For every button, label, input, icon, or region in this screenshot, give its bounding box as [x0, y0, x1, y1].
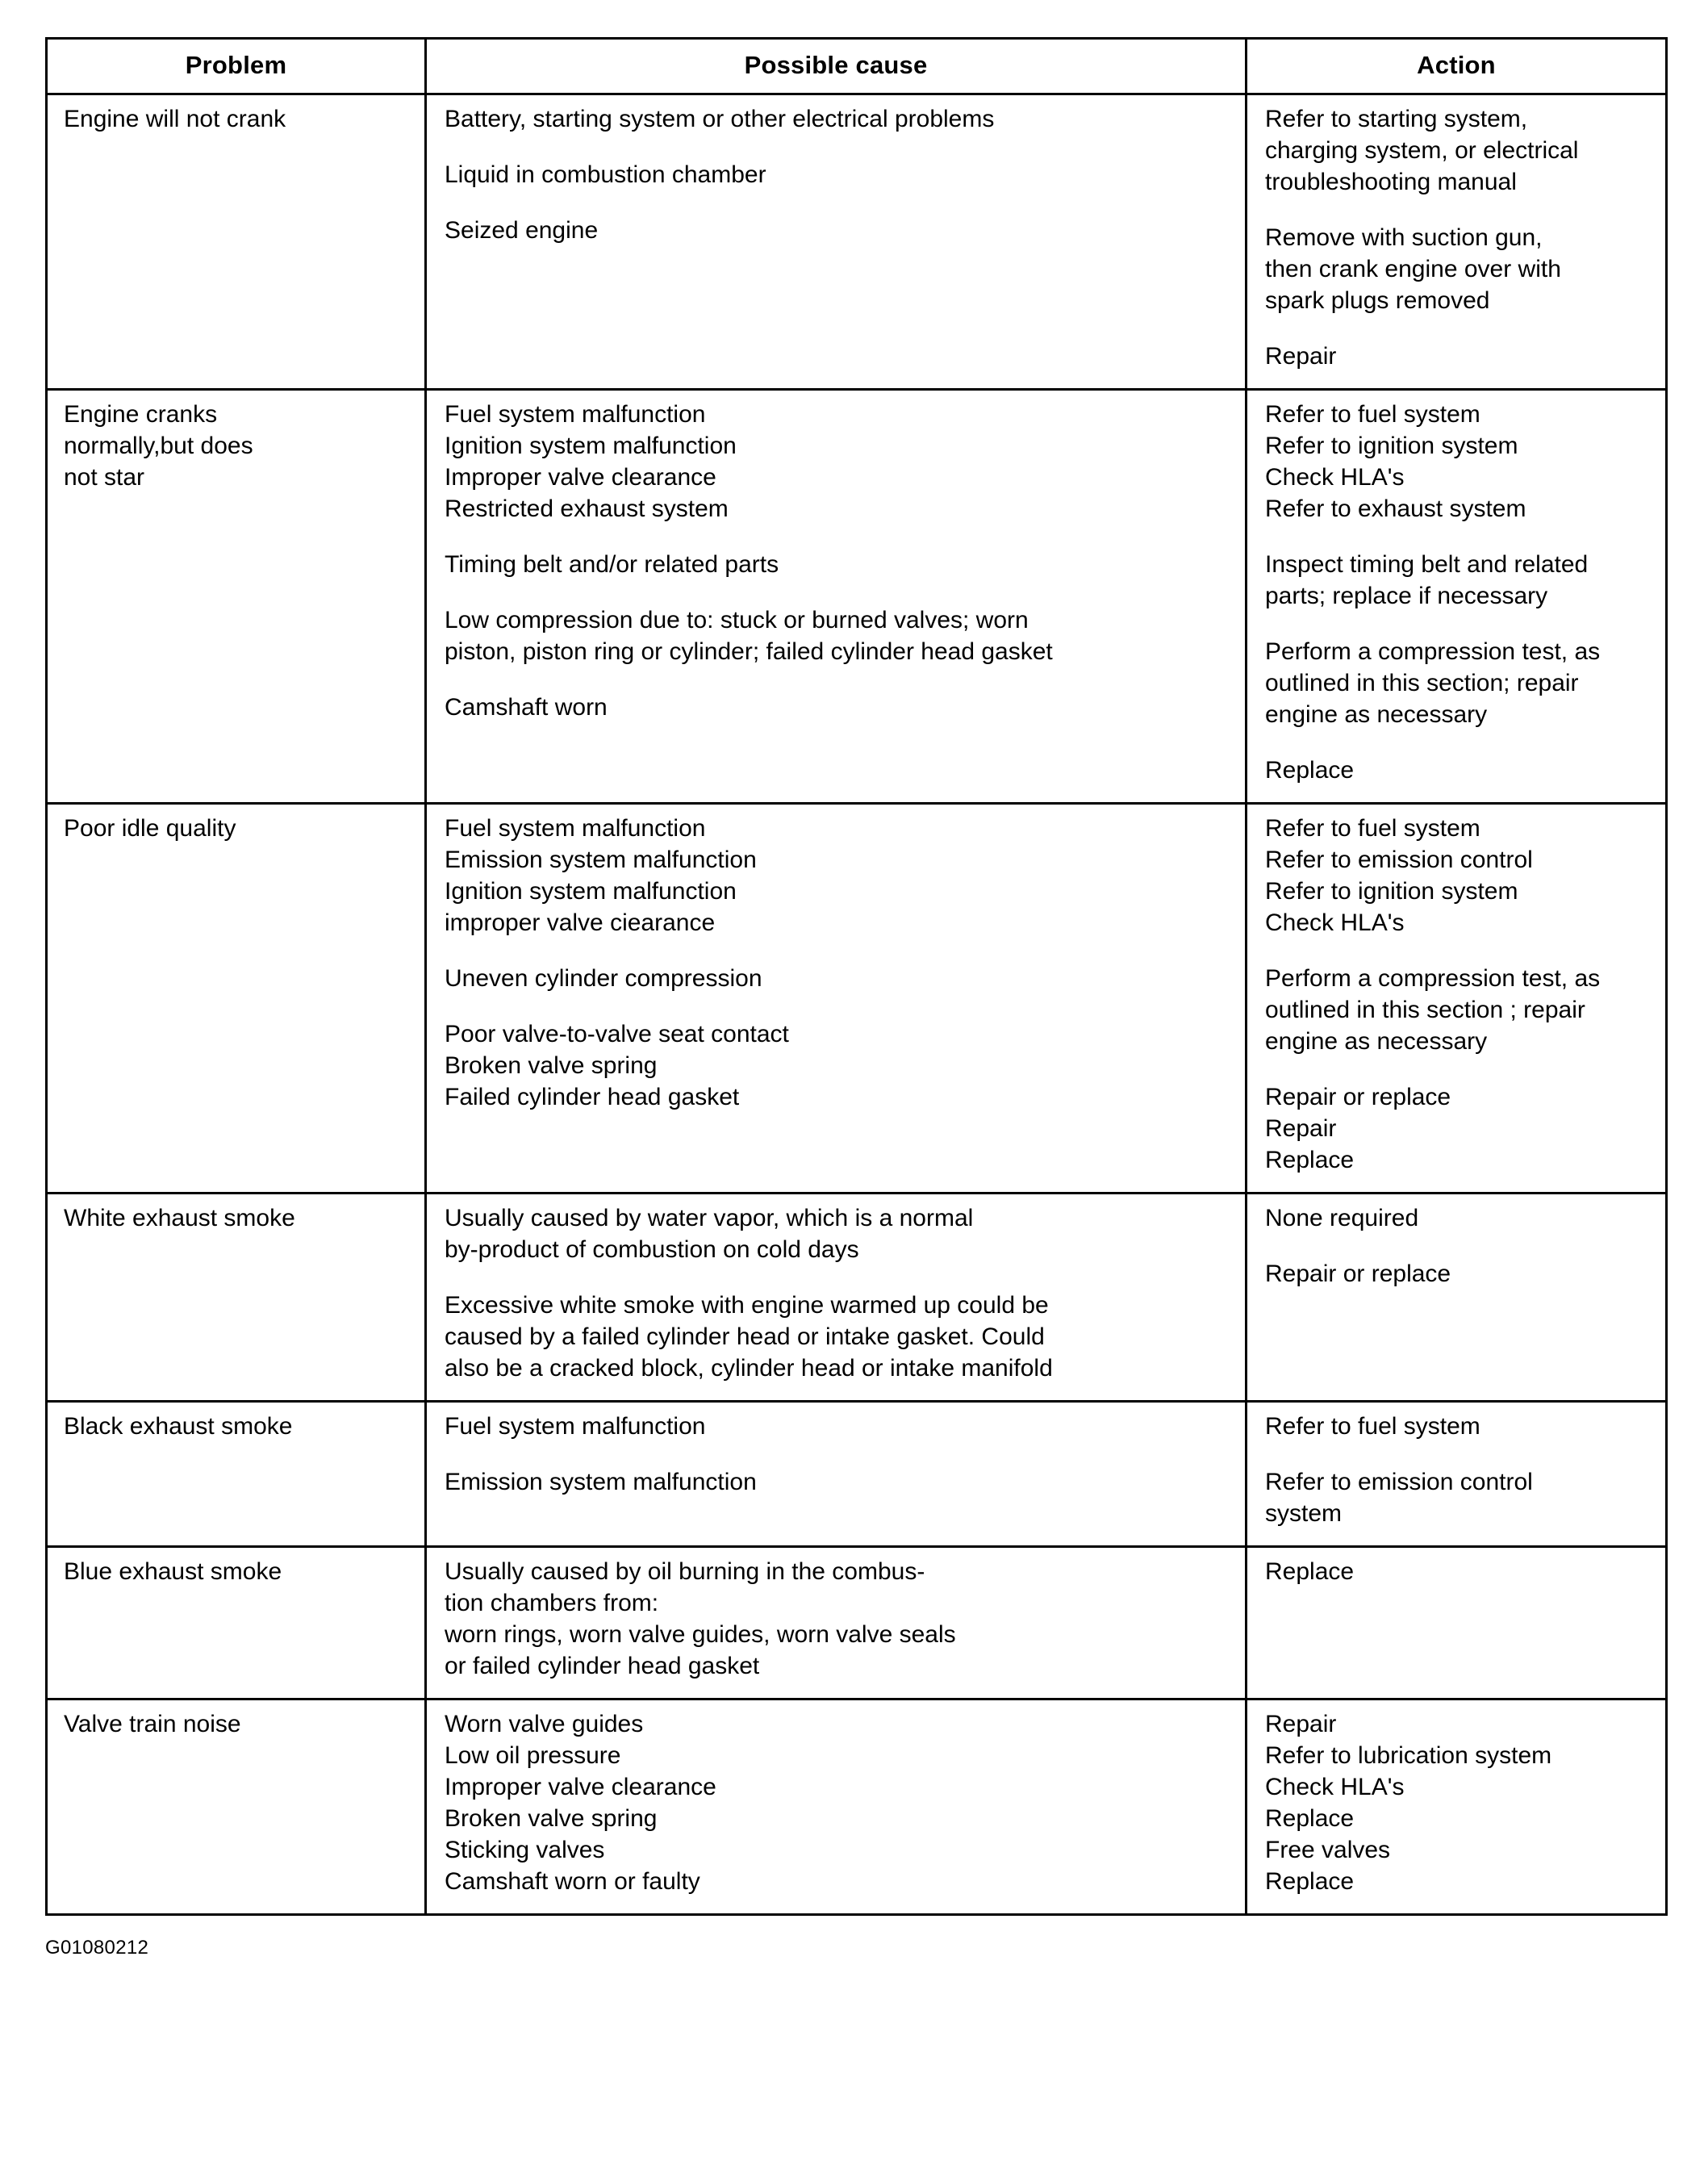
text-line: by-product of combustion on cold days: [445, 1236, 859, 1263]
problem-text: [64, 1708, 413, 1740]
cell-possible-cause: [426, 1547, 1247, 1699]
problem-text: [64, 1411, 413, 1442]
text-line: Refer to fuel system: [1265, 401, 1480, 428]
text-line: improper valve ciearance: [445, 909, 716, 936]
problem-text: [64, 103, 413, 135]
cause-group: [445, 1202, 1234, 1265]
problem-text: [64, 813, 413, 844]
text-line: not star: [64, 464, 145, 491]
text-line: Refer to ignition system: [1265, 878, 1518, 905]
cause-group: [445, 399, 1234, 525]
table-row: [47, 94, 1667, 390]
text-line: Usually caused by water vapor, which is a normal: [445, 1205, 974, 1231]
cell-action: [1247, 1194, 1667, 1402]
text-line: also be a cracked block, cylinder head or intake manifold: [445, 1355, 1053, 1382]
cause-group: [445, 963, 1234, 994]
text-line: Fuel system malfunction: [445, 1413, 706, 1440]
text-line: Check HLA's: [1265, 1774, 1405, 1800]
text-line: troubleshooting manual: [1265, 169, 1517, 195]
problem-text: [64, 399, 413, 493]
text-line: Restricted exhaust system: [445, 495, 729, 522]
text-line: Replace: [1265, 757, 1355, 784]
text-line: Black exhaust smoke: [64, 1413, 293, 1440]
text-line: Camshaft worn: [445, 694, 608, 721]
text-line: Inspect timing belt and related: [1265, 551, 1589, 578]
table-row: [47, 1402, 1667, 1547]
text-line: outlined in this section ; repair: [1265, 997, 1585, 1023]
action-group: [1265, 636, 1654, 730]
cell-possible-cause: [426, 1699, 1247, 1915]
text-line: Remove with suction gun,: [1265, 224, 1543, 251]
table-row: [47, 1547, 1667, 1699]
text-line: Low compression due to: stuck or burned valves; worn: [445, 607, 1029, 633]
text-line: Perform a compression test, as: [1265, 965, 1601, 992]
cell-possible-cause: [426, 804, 1247, 1194]
cell-possible-cause: [426, 1402, 1247, 1547]
text-line: Refer to lubrication system: [1265, 1742, 1552, 1769]
text-line: Low oil pressure: [445, 1742, 621, 1769]
text-line: Valve train noise: [64, 1711, 241, 1737]
cause-group: [445, 692, 1234, 723]
text-line: Broken valve spring: [445, 1052, 658, 1079]
text-line: Fuel system malfunction: [445, 815, 706, 842]
action-group: [1265, 1708, 1654, 1897]
cell-problem: [47, 390, 426, 804]
cause-group: [445, 1556, 1234, 1682]
text-line: worn rings, worn valve guides, worn valve seals: [445, 1621, 956, 1648]
action-group: [1265, 341, 1654, 372]
table-header-row: [47, 39, 1667, 94]
text-line: outlined in this section; repair: [1265, 670, 1579, 696]
text-line: Camshaft worn or faulty: [445, 1868, 700, 1895]
cell-problem: [47, 94, 426, 390]
text-line: Worn valve guides: [445, 1711, 644, 1737]
action-group: [1265, 963, 1654, 1057]
table-row: [47, 1194, 1667, 1402]
text-line: Repair: [1265, 343, 1337, 370]
troubleshooting-table: [45, 37, 1668, 1916]
text-line: Refer to fuel system: [1265, 1413, 1480, 1440]
cell-possible-cause: [426, 94, 1247, 390]
text-line: or failed cylinder head gasket: [445, 1653, 760, 1679]
table-row: [47, 390, 1667, 804]
text-line: Excessive white smoke with engine warmed up could be: [445, 1292, 1049, 1319]
action-group: [1265, 1202, 1654, 1234]
text-line: Usually caused by oil burning in the combus-: [445, 1558, 925, 1585]
text-line: Check HLA's: [1265, 909, 1405, 936]
text-line: Refer to ignition system: [1265, 433, 1518, 459]
text-line: Refer to exhaust system: [1265, 495, 1526, 522]
action-group: [1265, 1466, 1654, 1529]
cell-action: [1247, 1402, 1667, 1547]
action-group: [1265, 399, 1654, 525]
figure-code: G01080212: [45, 1937, 149, 1959]
action-group: [1265, 1411, 1654, 1442]
text-line: Sticking valves: [445, 1837, 605, 1863]
cell-action: [1247, 804, 1667, 1194]
cause-group: [445, 103, 1234, 135]
action-group: [1265, 103, 1654, 198]
text-line: Uneven cylinder compression: [445, 965, 762, 992]
text-line: Free valves: [1265, 1837, 1391, 1863]
cell-problem: [47, 1402, 426, 1547]
text-line: Repair: [1265, 1115, 1337, 1142]
text-line: Engine will not crank: [64, 106, 286, 132]
text-line: Improper valve clearance: [445, 1774, 716, 1800]
text-line: Repair: [1265, 1711, 1337, 1737]
text-line: Replace: [1265, 1558, 1355, 1585]
cell-problem: [47, 1547, 426, 1699]
text-line: White exhaust smoke: [64, 1205, 295, 1231]
table-header: [47, 39, 1667, 94]
text-line: Refer to fuel system: [1265, 815, 1480, 842]
text-line: Fuel system malfunction: [445, 401, 706, 428]
action-group: [1265, 1258, 1654, 1290]
text-line: Refer to starting system,: [1265, 106, 1528, 132]
text-line: None required: [1265, 1205, 1419, 1231]
text-line: Refer to emission control: [1265, 847, 1533, 873]
action-group: [1265, 222, 1654, 316]
text-line: Poor valve-to-valve seat contact: [445, 1021, 789, 1047]
text-line: Check HLA's: [1265, 464, 1405, 491]
text-line: Blue exhaust smoke: [64, 1558, 282, 1585]
text-line: Refer to emission control: [1265, 1469, 1533, 1495]
text-line: Emission system malfunction: [445, 1469, 757, 1495]
cause-group: [445, 159, 1234, 190]
cause-group: [445, 215, 1234, 246]
column-header-problem: Problem: [47, 39, 426, 94]
cell-problem: [47, 1699, 426, 1915]
text-line: Ignition system malfunction: [445, 878, 737, 905]
text-line: Seized engine: [445, 217, 599, 244]
text-line: Failed cylinder head gasket: [445, 1084, 740, 1110]
cell-action: [1247, 390, 1667, 804]
action-group: [1265, 755, 1654, 786]
text-line: parts; replace if necessary: [1265, 583, 1548, 609]
problem-text: [64, 1202, 413, 1234]
text-line: Engine cranks: [64, 401, 218, 428]
text-line: Ignition system malfunction: [445, 433, 737, 459]
text-line: Battery, starting system or other electrical problems: [445, 106, 995, 132]
text-line: tion chambers from:: [445, 1590, 659, 1616]
text-line: Repair or replace: [1265, 1261, 1451, 1287]
action-group: [1265, 549, 1654, 612]
action-group: [1265, 1081, 1654, 1176]
cause-group: [445, 1018, 1234, 1113]
cause-group: [445, 604, 1234, 667]
text-line: normally,but does: [64, 433, 253, 459]
text-line: Poor idle quality: [64, 815, 236, 842]
table-row: [47, 1699, 1667, 1915]
cell-possible-cause: [426, 390, 1247, 804]
column-header-possible-cause: Possible cause: [426, 39, 1247, 94]
text-line: engine as necessary: [1265, 701, 1488, 728]
action-group: [1265, 813, 1654, 939]
cell-action: [1247, 1547, 1667, 1699]
cause-group: [445, 1290, 1234, 1384]
text-line: Emission system malfunction: [445, 847, 757, 873]
text-line: Perform a compression test, as: [1265, 638, 1601, 665]
cause-group: [445, 813, 1234, 939]
cell-problem: [47, 1194, 426, 1402]
cause-group: [445, 1466, 1234, 1498]
cause-group: [445, 549, 1234, 580]
text-line: engine as necessary: [1265, 1028, 1488, 1055]
text-line: charging system, or electrical: [1265, 137, 1579, 164]
text-line: system: [1265, 1500, 1343, 1527]
cell-action: [1247, 1699, 1667, 1915]
cause-group: [445, 1708, 1234, 1897]
cell-action: [1247, 94, 1667, 390]
cell-possible-cause: [426, 1194, 1247, 1402]
column-header-action: Action: [1247, 39, 1667, 94]
text-line: spark plugs removed: [1265, 287, 1490, 314]
cell-problem: [47, 804, 426, 1194]
text-line: Replace: [1265, 1147, 1355, 1173]
text-line: Repair or replace: [1265, 1084, 1451, 1110]
text-line: piston, piston ring or cylinder; failed cylinder head gasket: [445, 638, 1053, 665]
text-line: then crank engine over with: [1265, 256, 1561, 282]
table-row: [47, 804, 1667, 1194]
table-body: [47, 94, 1667, 1915]
action-group: [1265, 1556, 1654, 1587]
text-line: Replace: [1265, 1805, 1355, 1832]
text-line: Timing belt and/or related parts: [445, 551, 779, 578]
text-line: Liquid in combustion chamber: [445, 161, 766, 188]
cause-group: [445, 1411, 1234, 1442]
text-line: Broken valve spring: [445, 1805, 658, 1832]
text-line: Replace: [1265, 1868, 1355, 1895]
text-line: caused by a failed cylinder head or intake gasket. Could: [445, 1323, 1045, 1350]
text-line: Improper valve clearance: [445, 464, 716, 491]
problem-text: [64, 1556, 413, 1587]
